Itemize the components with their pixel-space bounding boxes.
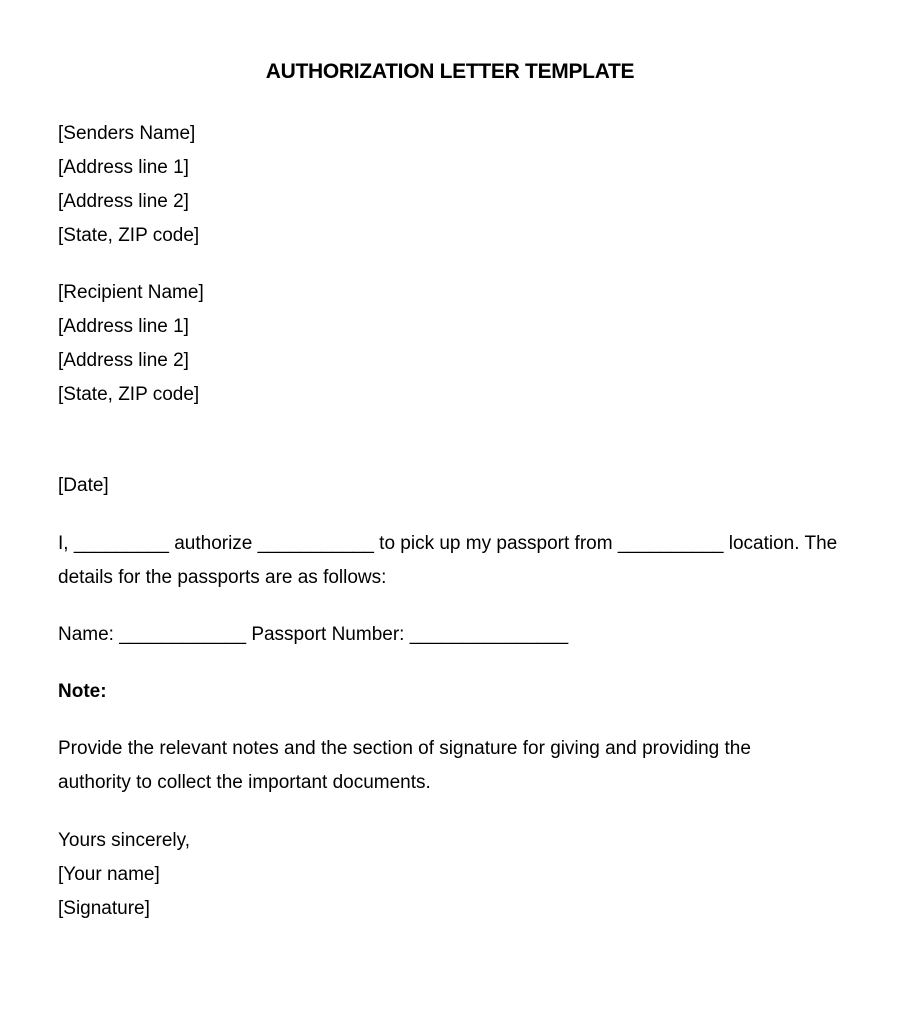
date-block (58, 469, 858, 503)
sender-state-zip: [State, ZIP code] (58, 225, 200, 246)
closing-your-name: [Your name] (58, 864, 160, 885)
recipient-address-line-1: [Address line 1] (58, 316, 189, 337)
authorization-paragraph (58, 527, 858, 595)
authorization-line-2: details for the passports are as follows: (58, 567, 387, 588)
document-title: AUTHORIZATION LETTER TEMPLATE (265, 60, 635, 83)
authorization-line-1: I, _________ authorize ___________ to pick up my passport from __________ location. The (58, 533, 838, 554)
name-passport-number-line: Name: ____________ Passport Number: _______________ (58, 624, 569, 645)
recipient-state-zip: [State, ZIP code] (58, 384, 200, 405)
recipient-name: [Recipient Name] (58, 282, 204, 303)
sender-block (58, 117, 858, 253)
passport-fields (58, 618, 858, 652)
sender-address-line-1: [Address line 1] (58, 157, 189, 178)
note-heading (58, 675, 858, 709)
note-label: Note: (58, 681, 107, 702)
closing-signature: [Signature] (58, 898, 150, 919)
sender-address-line-2: [Address line 2] (58, 191, 189, 212)
recipient-block (58, 276, 858, 412)
closing-block (58, 824, 858, 926)
note-paragraph (58, 732, 858, 800)
recipient-address-line-2: [Address line 2] (58, 350, 189, 371)
note-line-2: authority to collect the important documents. (58, 772, 431, 793)
note-line-1: Provide the relevant notes and the section of signature for giving and providing the (58, 738, 751, 759)
letter-date: [Date] (58, 475, 109, 496)
closing-salutation: Yours sincerely, (58, 830, 191, 851)
sender-name: [Senders Name] (58, 123, 196, 144)
